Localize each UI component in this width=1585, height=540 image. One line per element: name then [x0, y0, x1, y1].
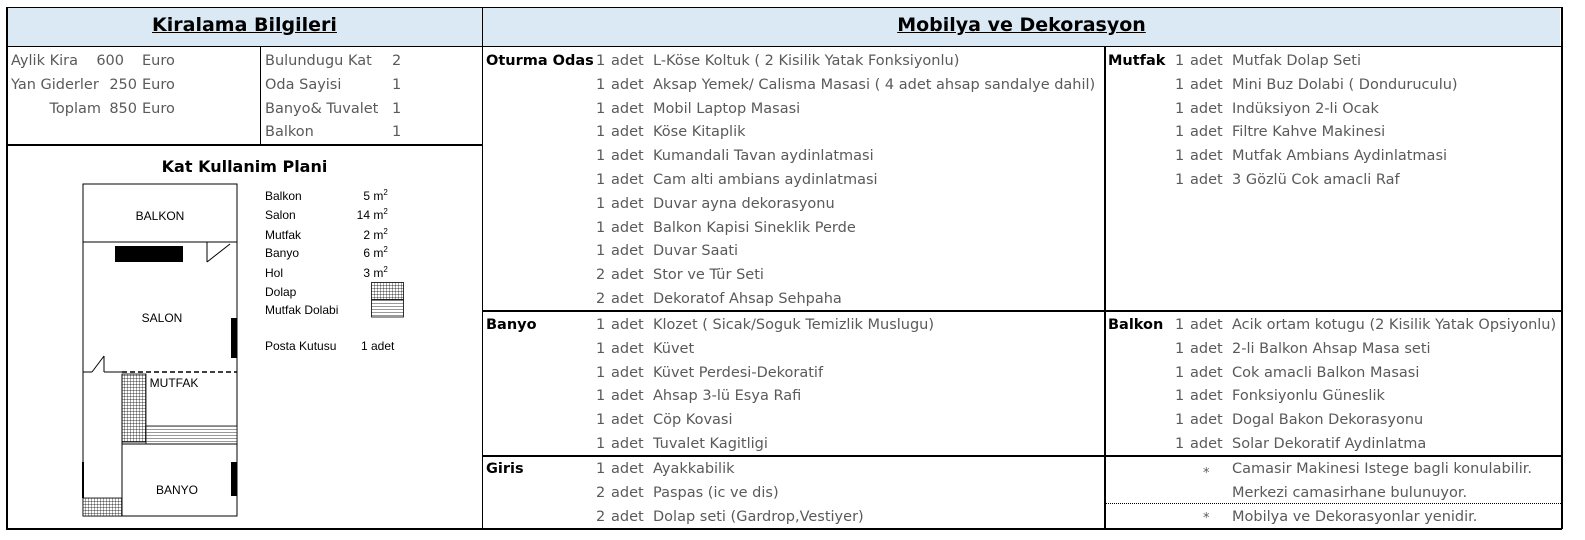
cost-unit-rent: Euro [142, 53, 175, 69]
item-qty: 1 [596, 461, 606, 477]
item-unit: adet [611, 148, 644, 165]
item-qty: 1 [596, 364, 606, 381]
item-unit: adet [611, 172, 644, 188]
cost-value-rent: 600 [96, 53, 124, 69]
area-value-mutfak: 2 $m^2$ [363, 227, 388, 242]
item-qty: 1 [1175, 436, 1185, 452]
item-text: Tuvalet Kagitligi [653, 436, 768, 452]
item-text: Kumandali Tavan aydinlatmasi [653, 148, 874, 165]
item-qty: 1 [596, 243, 606, 260]
section-title-oturma: Oturma Odas [486, 53, 594, 69]
item-text: Mutfak Dolap Seti [1232, 53, 1361, 69]
fact-label-rooms: Oda Sayisi [265, 77, 342, 93]
item-unit: adet [611, 267, 644, 284]
fact-value-bath: 1 [392, 101, 402, 117]
item-unit: adet [1190, 124, 1223, 141]
item-unit: adet [611, 412, 644, 429]
area-value-balkon: 5 $m^2$ [363, 188, 388, 203]
section-title-giris: Giris [486, 461, 524, 477]
item-qty: 1 [1175, 172, 1185, 188]
item-unit: adet [611, 243, 644, 260]
item-text: Klozet ( Sicak/Soguk Temizlik Muslugu) [653, 317, 935, 333]
item-unit: adet [611, 100, 644, 117]
item-unit: adet [611, 388, 644, 405]
item-unit: adet [611, 219, 644, 236]
item-qty: 2 [596, 291, 606, 307]
cost-label-extras: Yan Giderler [11, 77, 99, 93]
cost-unit-total: Euro [142, 101, 175, 117]
note-line: Mobilya ve Dekorasyonlar yenidir. [1232, 509, 1478, 525]
item-text: Cok amacli Balkon Masasi [1232, 364, 1420, 381]
item-text: Fonksiyonlu Güneslik [1232, 388, 1385, 405]
fact-value-rooms: 1 [392, 77, 402, 93]
rental-title: Kiralama Bilgileri [152, 14, 337, 36]
cost-value-total: 850 [109, 101, 137, 117]
item-text: 3 Gözlü Cok amacli Raf [1232, 172, 1400, 188]
item-unit: adet [611, 364, 644, 381]
item-text: Küvet Perdesi-Dekoratif [653, 364, 824, 381]
cost-unit-extras: Euro [142, 77, 175, 93]
cost-label-rent: Aylik Kira [11, 53, 78, 69]
item-unit: adet [611, 317, 644, 333]
room-label-banyo: BANYO [155, 483, 199, 497]
item-qty: 1 [596, 100, 606, 117]
item-unit: adet [611, 340, 644, 357]
fact-value-balcony: 1 [392, 124, 402, 140]
item-text: Acik ortam kotugu (2 Kisilik Yatak Opsiyonlu) [1232, 317, 1557, 333]
fact-label-balcony: Balkon [265, 124, 314, 140]
item-text: Mobil Laptop Masasi [653, 100, 801, 117]
item-qty: 1 [596, 76, 606, 93]
item-unit: adet [611, 508, 644, 525]
item-unit: adet [611, 484, 644, 501]
item-qty: 2 [596, 508, 606, 525]
item-qty: 1 [596, 412, 606, 429]
item-qty: 1 [1175, 124, 1185, 141]
section-title-banyo: Banyo [486, 317, 537, 333]
item-text: Dolap seti (Gardrop,Vestiyer) [653, 508, 864, 525]
item-text: Solar Dekoratif Aydinlatma [1232, 436, 1427, 452]
area-label-mutfak: Mutfak [265, 228, 302, 242]
item-text: Mutfak Ambians Aydinlatmasi [1232, 148, 1448, 165]
item-text: Paspas (ic ve dis) [653, 484, 779, 501]
item-qty: 1 [1175, 340, 1185, 357]
item-unit: adet [1190, 364, 1223, 381]
item-qty: 1 [596, 195, 606, 212]
area-label-banyo: Banyo [265, 246, 300, 260]
item-qty: 1 [596, 53, 606, 69]
item-text: Ahsap 3-lü Esya Rafi [653, 388, 802, 405]
item-qty: 1 [1175, 412, 1185, 429]
item-qty: 2 [596, 267, 606, 284]
item-qty: 1 [1175, 100, 1185, 117]
item-unit: adet [1190, 340, 1223, 357]
item-unit: adet [1190, 172, 1223, 188]
item-qty: 1 [1175, 148, 1185, 165]
mailbox-value: 1 adet [361, 339, 395, 353]
item-qty: 2 [596, 484, 606, 501]
mailbox-label: Posta Kutusu [265, 339, 337, 353]
section-title-balkon: Balkon [1108, 317, 1164, 333]
item-qty: 1 [596, 388, 606, 405]
note-mark: * [1203, 466, 1210, 481]
area-label-hol: Hol [265, 266, 284, 280]
legend-label-mutfak-dolabi: Mutfak Dolabi [265, 303, 339, 317]
room-label-balkon: BALKON [135, 209, 185, 223]
item-unit: adet [1190, 76, 1223, 93]
fact-value-floor: 2 [392, 53, 402, 69]
item-text: Dekoratof Ahsap Sehpaha [653, 291, 842, 307]
floor-plan [70, 180, 250, 520]
item-unit: adet [611, 195, 644, 212]
item-text: Duvar ayna dekorasyonu [653, 195, 835, 212]
note-mark: * [1203, 511, 1210, 526]
item-qty: 1 [1175, 364, 1185, 381]
item-text: Cöp Kovasi [653, 412, 733, 429]
legend-dolap-swatch [371, 282, 405, 318]
item-unit: adet [1190, 148, 1223, 165]
item-unit: adet [611, 436, 644, 452]
item-text: 2-li Balkon Ahsap Masa seti [1232, 340, 1431, 357]
item-text: L-Köse Koltuk ( 2 Kisilik Yatak Fonksiyonlu) [653, 53, 960, 69]
cost-label-total: Toplam [49, 101, 101, 117]
legend-label-dolap: Dolap [265, 285, 297, 299]
item-text: Aksap Yemek/ Calisma Masasi ( 4 adet ahsap sandalye dahil) [653, 76, 1096, 93]
item-qty: 1 [596, 124, 606, 141]
area-value-hol: 3 $m^2$ [363, 265, 388, 280]
item-qty: 1 [1175, 53, 1185, 69]
room-label-salon: SALON [141, 311, 183, 325]
room-label-mutfak: MUTFAK [149, 376, 199, 390]
item-unit: adet [611, 461, 644, 477]
item-text: Ayakkabilik [653, 461, 735, 477]
item-text: Stor ve Tür Seti [653, 267, 764, 284]
section-title-mutfak: Mutfak [1108, 53, 1166, 69]
item-qty: 1 [596, 148, 606, 165]
area-label-balkon: Balkon [265, 189, 302, 203]
item-qty: 1 [1175, 76, 1185, 93]
item-text: Mini Buz Dolabi ( Donduruculu) [1232, 76, 1458, 93]
item-qty: 1 [596, 219, 606, 236]
item-qty: 1 [596, 436, 606, 452]
item-qty: 1 [1175, 317, 1185, 333]
item-qty: 1 [1175, 388, 1185, 405]
item-text: Duvar Saati [653, 243, 739, 260]
item-unit: adet [1190, 100, 1223, 117]
fact-label-floor: Bulundugu Kat [265, 53, 372, 69]
item-text: Küvet [653, 340, 695, 357]
item-qty: 1 [596, 340, 606, 357]
furniture-title: Mobilya ve Dekorasyon [897, 14, 1146, 36]
cost-value-extras: 250 [109, 77, 137, 93]
item-text: Köse Kitaplik [653, 124, 746, 141]
item-unit: adet [611, 291, 644, 307]
item-qty: 1 [596, 317, 606, 333]
area-value-banyo: 6 $m^2$ [363, 245, 388, 260]
area-label-salon: Salon [265, 208, 296, 222]
area-value-salon: 14 $m^2$ [356, 207, 388, 222]
item-unit: adet [1190, 436, 1223, 452]
item-unit: adet [1190, 412, 1223, 429]
item-unit: adet [1190, 53, 1223, 69]
plan-title: Kat Kullanim Plani [161, 157, 328, 176]
item-qty: 1 [596, 172, 606, 188]
item-unit: adet [611, 124, 644, 141]
note-line: Merkezi camasirhane bulunuyor. [1232, 485, 1468, 501]
item-text: Cam alti ambians aydinlatmasi [653, 172, 878, 188]
item-text: Indüksiyon 2-li Ocak [1232, 100, 1379, 117]
item-text: Dogal Bakon Dekorasyonu [1232, 412, 1424, 429]
item-unit: adet [1190, 317, 1223, 333]
item-unit: adet [611, 53, 644, 69]
fact-label-bath: Banyo& Tuvalet [265, 101, 379, 117]
item-unit: adet [611, 76, 644, 93]
item-text: Balkon Kapisi Sineklik Perde [653, 219, 856, 236]
item-text: Filtre Kahve Makinesi [1232, 124, 1386, 141]
item-unit: adet [1190, 388, 1223, 405]
note-line: Camasir Makinesi Istege bagli konulabilir. [1232, 461, 1533, 477]
